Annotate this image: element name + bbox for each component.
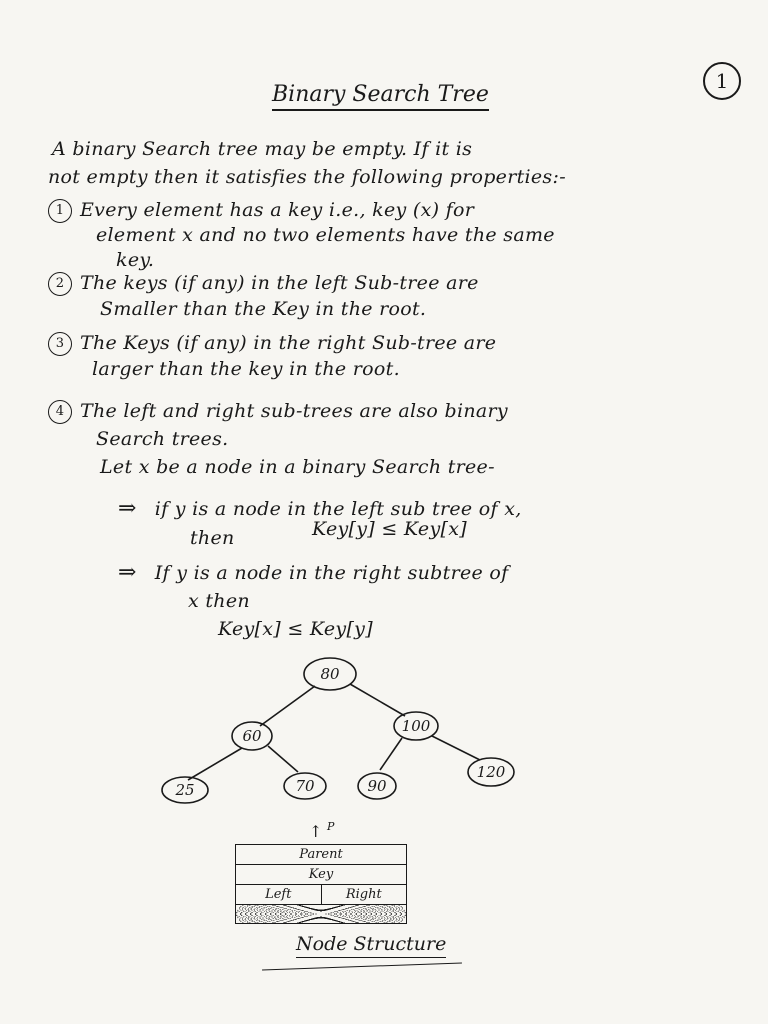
tree-node-label: 90	[367, 777, 387, 795]
tree-node-label: 60	[242, 727, 262, 745]
rule-2-then: x then	[188, 590, 250, 612]
tree-node-label: 25	[175, 781, 195, 799]
implies-arrow-icon: ⇒	[118, 496, 137, 521]
property-2-number: 2	[48, 272, 72, 296]
parent-field: Parent	[236, 845, 406, 865]
rule-2-formula: Key[x] ≤ Key[y]	[218, 618, 373, 640]
property-3-line-1	[48, 332, 496, 356]
tree-edge	[268, 746, 298, 772]
rule-1-formula: Key[y] ≤ Key[x]	[312, 518, 467, 540]
tree-node-label: 120	[476, 763, 506, 781]
pointer-label: P	[327, 820, 335, 833]
tree-node-label: 80	[320, 665, 340, 683]
child-fields	[236, 885, 406, 905]
property-4-number: 4	[48, 400, 72, 424]
property-1-text-1: Every element has a key i.e., key (x) for	[80, 199, 475, 221]
pointer-arrow-icon: ↑	[309, 822, 323, 841]
node-structure-diagram	[225, 820, 425, 940]
tree-edge	[432, 736, 480, 760]
tree-node-label: 100	[401, 717, 431, 735]
tree-edge	[260, 686, 315, 726]
tree-edge	[188, 748, 242, 780]
implies-arrow-icon: ⇒	[118, 560, 137, 585]
let-line: Let x be a node in a binary Search tree-	[100, 456, 495, 478]
scribbled-row	[236, 905, 406, 923]
property-1-number: 1	[48, 199, 72, 223]
property-2-text-1: The keys (if any) in the left Sub-tree are	[80, 272, 479, 294]
property-3-number: 3	[48, 332, 72, 356]
key-field: Key	[236, 865, 406, 885]
right-field: Right	[345, 887, 382, 902]
binary-search-tree-diagram	[150, 640, 550, 820]
property-1-line-2: element x and no two elements have the same	[96, 224, 555, 246]
page-number: 1	[703, 62, 741, 100]
rule-2-line-1	[118, 560, 508, 585]
property-2-line-1	[48, 272, 479, 296]
rule-1-text: if y is a node in the left sub tree of x,	[154, 498, 522, 520]
property-4-text-1: The left and right sub-trees are also binary	[80, 400, 508, 422]
property-1-line-3: key.	[116, 249, 155, 271]
caption-underline	[262, 963, 462, 971]
rule-1-then: then	[190, 527, 235, 549]
node-structure-box	[235, 844, 407, 924]
property-4-line-2: Search trees.	[96, 428, 229, 450]
property-3-text-1: The Keys (if any) in the right Sub-tree are	[80, 332, 497, 354]
property-2-line-2: Smaller than the Key in the root.	[100, 298, 427, 320]
property-3-line-2: larger than the key in the root.	[92, 358, 400, 380]
property-4-line-1	[48, 400, 508, 424]
left-field: Left	[236, 885, 322, 904]
node-structure-caption: Node Structure	[296, 933, 446, 958]
intro-line-2: not empty then it satisfies the following properties:-	[48, 166, 566, 188]
property-1-line-1	[48, 199, 474, 223]
rule-2-text: If y is a node in the right subtree of	[154, 562, 509, 584]
intro-line-1: A binary Search tree may be empty. If it is	[52, 138, 473, 160]
page-title: Binary Search Tree	[272, 82, 489, 111]
tree-edge	[380, 738, 402, 770]
tree-edge	[350, 684, 405, 716]
tree-node-label: 70	[295, 777, 315, 795]
